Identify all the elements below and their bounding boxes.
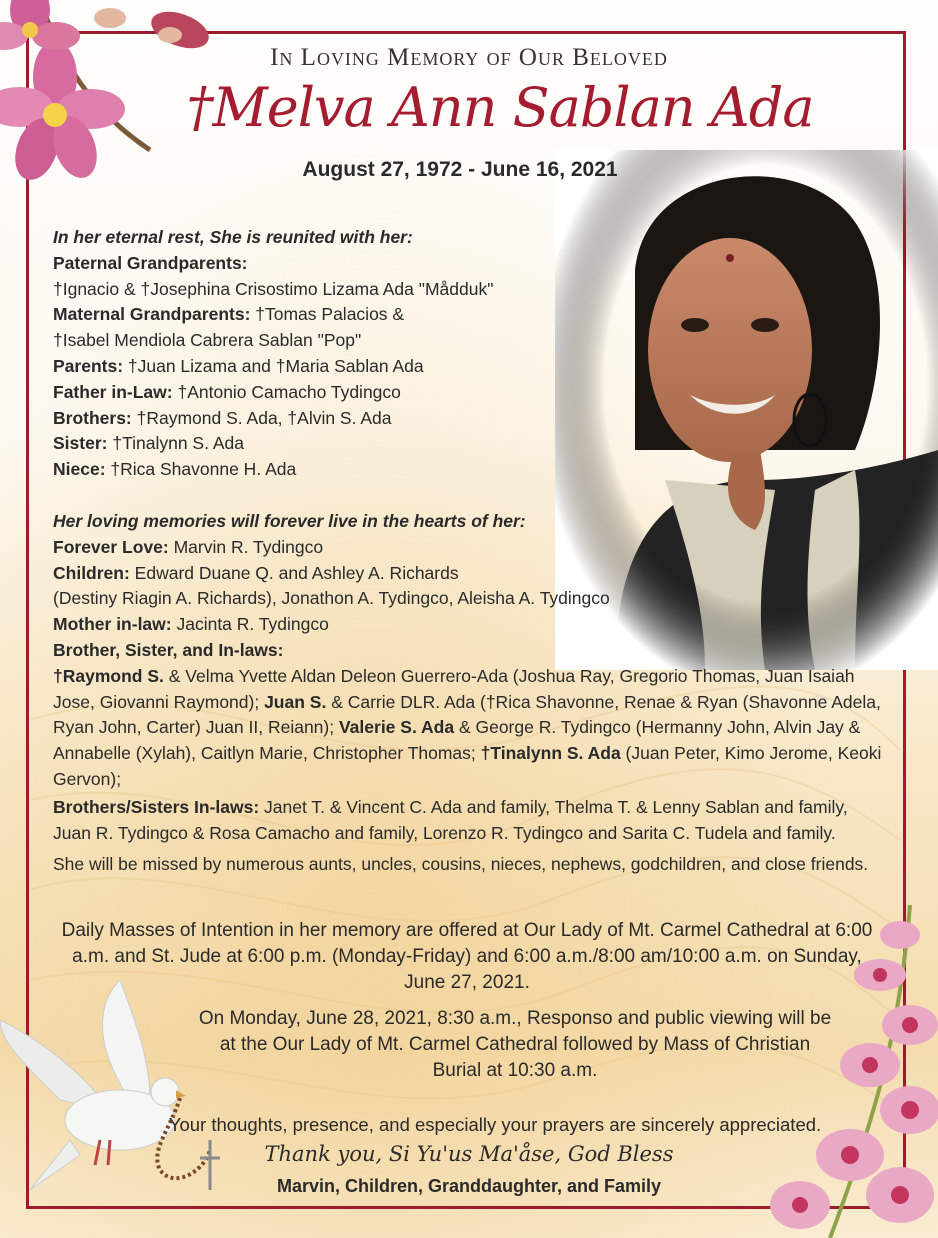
- paternal-value: †Ignacio & †Josephina Crisostimo Lizama Ada "Mådduk": [53, 278, 494, 299]
- survivors-section: [53, 509, 883, 878]
- siblings-paragraph: [53, 664, 883, 793]
- paternal-label: Paternal Grandparents:: [53, 252, 248, 273]
- valerie-label: Valerie S. Ada: [338, 717, 455, 738]
- sister-value: †Tinalynn S. Ada: [107, 433, 244, 454]
- raymond-label: †Raymond S.: [53, 665, 164, 686]
- life-dates: August 27, 1972 - June 16, 2021: [302, 158, 618, 181]
- thanks-line: Your thoughts, presence, and especially your prayers are sincerely appreciated.: [168, 1114, 822, 1135]
- parents-value: †Juan Lizama and †Maria Sablan Ada: [123, 355, 424, 376]
- tinalynn-family: (Juan Peter, Kimo Jerome, Keoki Gervon);: [53, 743, 882, 789]
- mother-in-law-value: Jacinta R. Tydingco: [171, 614, 329, 635]
- maternal-value-2: †Isabel Mendiola Cabrera Sablan "Pop": [53, 330, 362, 351]
- survivors-intro: Her loving memories will forever live in the hearts of her:: [53, 511, 526, 531]
- maternal-label: Maternal Grandparents:: [53, 304, 251, 325]
- inlaws-label: Brothers/Sisters In-laws:: [53, 796, 260, 817]
- missed-by: She will be missed by numerous aunts, uncles, cousins, nieces, nephews, godchildren, and close friends.: [53, 854, 869, 875]
- memorial-heading: In Loving Memory of Our Beloved: [270, 44, 668, 71]
- inlaws-value: Janet T. & Vincent C. Ada and family, Thelma T. & Lenny Sablan and family, Juan R. Tydingco & Rosa Camacho and family, Lorenzo R. Tydingco and Sarita C. Tudela and family.: [53, 796, 848, 843]
- tinalynn-label: †Tinalynn S. Ada: [480, 743, 621, 764]
- children-value-2: (Destiny Riagin A. Richards), Jonathon A. Tydingco, Aleisha A. Tydingco: [53, 588, 610, 609]
- father-in-law-label: Father in-Law:: [53, 381, 173, 402]
- niece-value: †Rica Shavonne H. Ada: [105, 459, 297, 480]
- maternal-value: †Tomas Palacios &: [250, 304, 405, 325]
- brothers-value: †Raymond S. Ada, †Alvin S. Ada: [131, 407, 392, 428]
- raymond-family: & Velma Yvette Aldan Deleon Guerrero-Ada (Joshua Ray, Gregorio Thomas, Juan Isaiah Jose, Giovanni Raymond);: [53, 665, 855, 712]
- blessing-line: Thank you, Si Yu'us Ma'åse, God Bless: [264, 1142, 674, 1166]
- forever-love-value: Marvin R. Tydingco: [168, 536, 324, 557]
- deceased-name: †Melva Ann Sablan Ada: [186, 76, 814, 139]
- mother-in-law-label: Mother in-law:: [53, 614, 172, 635]
- sister-label: Sister:: [53, 433, 108, 454]
- children-label: Children:: [53, 562, 130, 583]
- siblings-label: Brother, Sister, and In-laws:: [53, 639, 284, 660]
- reunited-intro: In her eternal rest, She is reunited with her:: [53, 227, 413, 247]
- family-signoff: Marvin, Children, Granddaughter, and Family: [276, 1176, 662, 1196]
- juan-label: Juan S.: [264, 691, 327, 712]
- reunited-section: [53, 225, 883, 483]
- masses-info: Daily Masses of Intention in her memory are offered at Our Lady of Mt. Carmel Cathedral at 6:00 a.m. and St. Jude at 6:00 p.m. (Monday-Friday) and 6:00 a.m./8:00 am/10:00 a.m. on Sunday, June 27, 2021.: [61, 920, 873, 993]
- niece-label: Niece:: [53, 459, 106, 480]
- father-in-law-value: †Antonio Camacho Tydingco: [172, 381, 401, 402]
- forever-love-label: Forever Love:: [53, 536, 169, 557]
- brothers-label: Brothers:: [53, 407, 132, 428]
- burial-info: On Monday, June 28, 2021, 8:30 a.m., Responso and public viewing will be at the Our Lady of Mt. Carmel Cathedral followed by Mass of Christian Burial at 10:30 a.m.: [198, 1008, 832, 1081]
- valerie-family: & George R. Tydingco (Hermanny John, Alvin Jay & Annabelle (Xylah), Caitlyn Marie, Christopher Thomas;: [53, 717, 861, 764]
- juan-family: & Carrie DLR. Ada (†Rica Shavonne, Renae & Ryan (Shavonne Adela, Ryan John, Carter) Juan II, Reiann);: [53, 691, 881, 738]
- children-value: Edward Duane Q. and Ashley A. Richards: [129, 562, 459, 583]
- parents-label: Parents:: [53, 355, 124, 376]
